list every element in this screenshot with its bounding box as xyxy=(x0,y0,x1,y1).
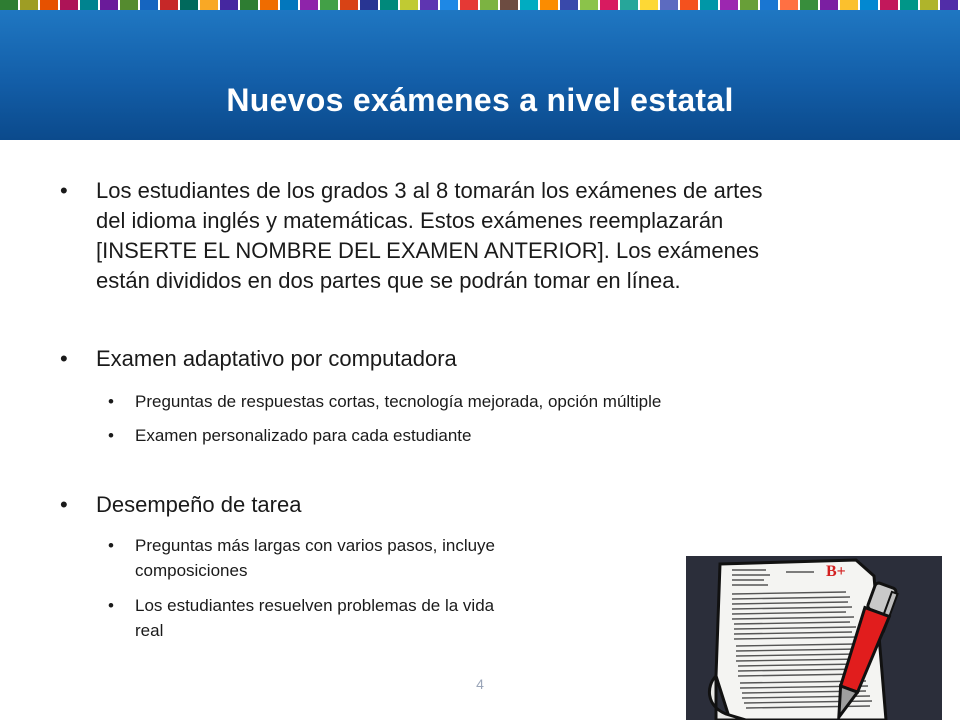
stripe-segment xyxy=(480,0,498,10)
stripe-segment xyxy=(620,0,638,10)
bullet-dot: • xyxy=(60,346,68,371)
stripe-segment xyxy=(280,0,298,10)
stripe-segment xyxy=(940,0,958,10)
sub-bullet-dot: • xyxy=(108,392,114,411)
sub-bullet-3-2-line-2: real xyxy=(135,621,164,640)
stripe-segment xyxy=(580,0,598,10)
stripe-segment xyxy=(460,0,478,10)
sub-bullet-2-1-text: Preguntas de respuestas cortas, tecnología mejorada, opción múltiple xyxy=(135,392,662,411)
bullet-1-line-3: [INSERTE EL NOMBRE DEL EXAMEN ANTERIOR]. Los exámenes xyxy=(96,238,760,263)
sub-bullet-dot: • xyxy=(108,536,114,555)
stripe-segment xyxy=(780,0,798,10)
stripe-segment xyxy=(840,0,858,10)
sub-bullet-3-1 xyxy=(108,534,668,584)
sub-bullet-3-1-line-1: Preguntas más largas con varios pasos, incluye xyxy=(135,536,496,555)
stripe-segment xyxy=(260,0,278,10)
slide-title: Nuevos exámenes a nivel estatal xyxy=(226,82,734,118)
stripe-segment xyxy=(60,0,78,10)
stripe-segment xyxy=(800,0,818,10)
bullet-2-text: Examen adaptativo por computadora xyxy=(96,346,457,371)
color-stripe xyxy=(0,0,960,10)
graded-paper-with-pen-icon xyxy=(686,556,942,720)
stripe-segment xyxy=(200,0,218,10)
stripe-segment xyxy=(920,0,938,10)
stripe-segment xyxy=(820,0,838,10)
sub-bullet-3-2 xyxy=(108,594,668,644)
bullet-1-line-1: Los estudiantes de los grados 3 al 8 tomarán los exámenes de artes xyxy=(96,178,763,203)
stripe-segment xyxy=(180,0,198,10)
sub-bullet-3-2-line-1: Los estudiantes resuelven problemas de la vida xyxy=(135,596,495,615)
stripe-segment xyxy=(120,0,138,10)
stripe-segment xyxy=(720,0,738,10)
stripe-segment xyxy=(900,0,918,10)
stripe-segment xyxy=(440,0,458,10)
stripe-segment xyxy=(0,0,18,10)
stripe-segment xyxy=(140,0,158,10)
stripe-segment xyxy=(540,0,558,10)
sub-bullet-2-2-text: Examen personalizado para cada estudiante xyxy=(135,426,472,445)
stripe-segment xyxy=(400,0,418,10)
bullet-1-line-4: están divididos en dos partes que se podrán tomar en línea. xyxy=(96,268,681,293)
sub-bullet-2-2 xyxy=(108,424,908,447)
stripe-segment xyxy=(300,0,318,10)
stripe-segment xyxy=(860,0,878,10)
stripe-segment xyxy=(80,0,98,10)
stripe-segment xyxy=(700,0,718,10)
sub-bullet-dot: • xyxy=(108,596,114,615)
stripe-segment xyxy=(380,0,398,10)
stripe-segment xyxy=(660,0,678,10)
stripe-segment xyxy=(560,0,578,10)
sub-bullet-3-1-line-2: composiciones xyxy=(135,561,248,580)
stripe-segment xyxy=(220,0,238,10)
sub-bullet-dot: • xyxy=(108,426,114,445)
bullet-1-line-2: del idioma inglés y matemáticas. Estos exámenes reemplazarán xyxy=(96,208,724,233)
sub-bullet-2-1 xyxy=(108,390,908,413)
bullet-3-text: Desempeño de tarea xyxy=(96,492,302,517)
stripe-segment xyxy=(600,0,618,10)
stripe-segment xyxy=(320,0,338,10)
stripe-segment xyxy=(360,0,378,10)
stripe-segment xyxy=(240,0,258,10)
stripe-segment xyxy=(740,0,758,10)
title-banner xyxy=(0,10,960,140)
bullet-dot: • xyxy=(60,178,68,203)
stripe-segment xyxy=(680,0,698,10)
stripe-segment xyxy=(20,0,38,10)
stripe-segment xyxy=(640,0,658,10)
stripe-segment xyxy=(160,0,178,10)
svg-text:B+: B+ xyxy=(826,563,846,580)
bullet-dot: • xyxy=(60,492,68,517)
stripe-segment xyxy=(420,0,438,10)
stripe-segment xyxy=(520,0,538,10)
stripe-segment xyxy=(760,0,778,10)
page-number: 4 xyxy=(476,676,484,692)
stripe-segment xyxy=(100,0,118,10)
stripe-segment xyxy=(500,0,518,10)
stripe-segment xyxy=(340,0,358,10)
bullet-1 xyxy=(60,176,920,300)
stripe-segment xyxy=(880,0,898,10)
stripe-segment xyxy=(40,0,58,10)
bullet-2 xyxy=(60,344,920,374)
bullet-3 xyxy=(60,490,920,520)
